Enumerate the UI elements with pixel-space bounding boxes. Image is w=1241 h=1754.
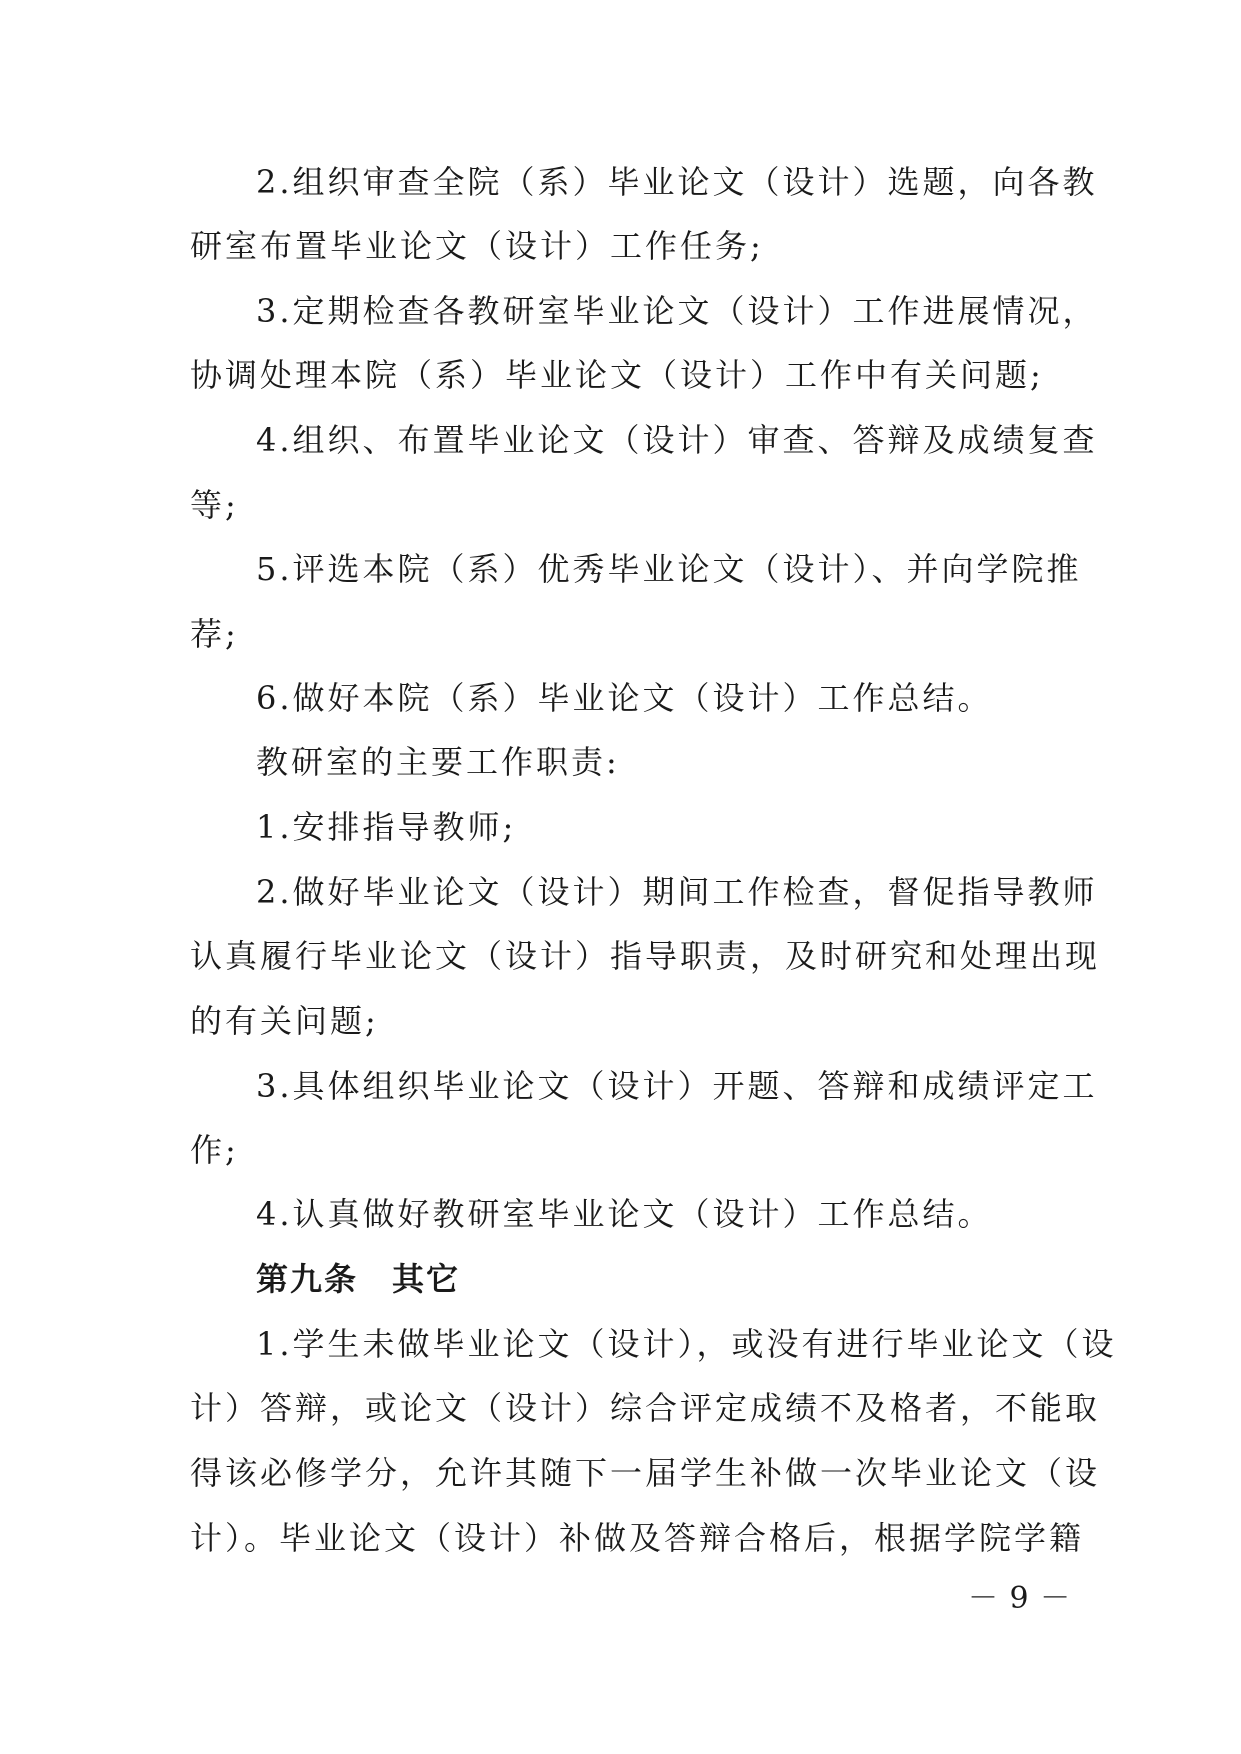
paragraph-line: 教研室的主要工作职责: [256, 743, 620, 781]
paragraph-line: 得该必修学分，允许其随下一届学生补做一次毕业论文（设 [190, 1454, 1101, 1492]
paragraph-line: 1.学生未做毕业论文（设计），或没有进行毕业论文（设 [256, 1325, 1117, 1363]
paragraph-line: 5.评选本院（系）优秀毕业论文（设计）、并向学院推 [256, 550, 1082, 588]
paragraph-line: 6.做好本院（系）毕业论文（设计）工作总结。 [256, 679, 993, 717]
paragraph-line: 4.认真做好教研室毕业论文（设计）工作总结。 [256, 1195, 993, 1233]
paragraph-line: 3.具体组织毕业论文（设计）开题、答辩和成绩评定工 [256, 1067, 1098, 1105]
paragraph-line: 4.组织、布置毕业论文（设计）审查、答辩及成绩复查 [256, 421, 1098, 459]
paragraph-line: 协调处理本院（系）毕业论文（设计）工作中有关问题; [190, 356, 1044, 394]
paragraph-line: 的有关问题; [190, 1002, 379, 1040]
page-number: － 9 － [968, 1581, 1072, 1616]
paragraph-line: 作; [190, 1131, 239, 1169]
paragraph-line: 等; [190, 486, 239, 524]
section-heading: 第九条 其它 [256, 1260, 461, 1298]
paragraph-line: 计）答辩，或论文（设计）综合评定成绩不及格者，不能取 [190, 1389, 1101, 1427]
paragraph-line: 1.安排指导教师; [256, 808, 517, 846]
paragraph-line: 3.定期检查各教研室毕业论文（设计）工作进展情况， [256, 292, 1098, 330]
paragraph-line: 2.组织审查全院（系）毕业论文（设计）选题，向各教 [256, 163, 1098, 201]
paragraph-line: 荐; [190, 615, 239, 653]
paragraph-line: 2.做好毕业论文（设计）期间工作检查，督促指导教师 [256, 873, 1098, 911]
paragraph-line: 计）。毕业论文（设计）补做及答辩合格后，根据学院学籍 [190, 1519, 1085, 1557]
paragraph-line: 认真履行毕业论文（设计）指导职责，及时研究和处理出现 [190, 937, 1101, 975]
paragraph-line: 研室布置毕业论文（设计）工作任务; [190, 227, 764, 265]
